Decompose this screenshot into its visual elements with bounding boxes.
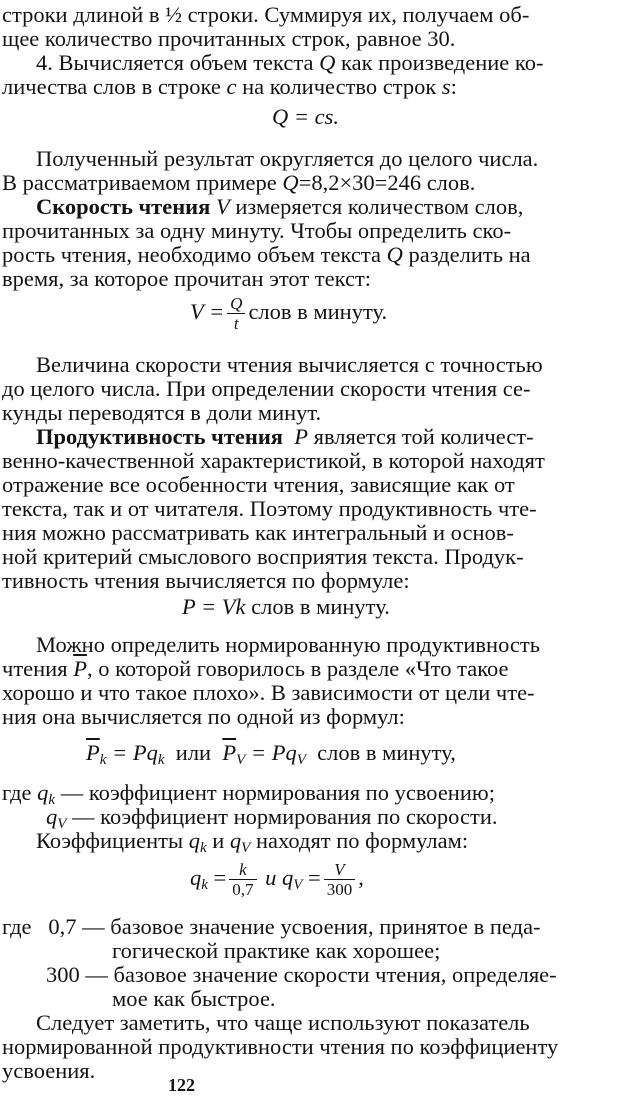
text-line: мое как быстрое. <box>112 986 276 1011</box>
text-line: Скорость чтения V измеряется количеством слов, <box>36 194 524 219</box>
text-line: текста, так и от читателя. Поэтому продуктивность чте- <box>2 496 537 521</box>
text-line: Величина скорости чтения вычисляется с точностью <box>36 352 543 377</box>
formula-productivity: P = Vk слов в минуту. <box>182 594 390 619</box>
text-line: где 0,7 — базовое значение усвоения, принятое в педа- <box>2 914 541 939</box>
text-line: отражение все особенности чтения, зависящие как от <box>2 472 515 497</box>
text-line: 300 — базовое значение скорости чтения, определяе- <box>46 962 557 987</box>
text-line: время, за которое прочитан этот текст: <box>2 266 372 291</box>
text-line: где qk — коэффициент нормирования по усвоению; <box>2 780 495 808</box>
text-line: ния можно рассматривать как интегральный и основ- <box>2 520 514 545</box>
formula-normalized-productivity: $\overline{P}k$ = Pqk или $\overline{P}V$ = PqV слов в минуту, <box>86 740 456 768</box>
text-line: Коэффициенты qk и qV находят по формулам: <box>36 828 469 856</box>
text-line: нормированной продуктивности чтения по коэффициенту <box>2 1034 559 1059</box>
text-line: венно-качественной характеристикой, в которой находят <box>2 448 545 473</box>
text-line: гогической практике как хорошее; <box>112 938 441 963</box>
text-line: чтения $\overline{P}$, о которой говорилось в разделе «Что такое <box>2 656 509 681</box>
text-line: кунды переводятся в доли минут. <box>2 400 322 425</box>
formula-volume: Q = cs. <box>272 104 340 129</box>
text-line: усвоения. <box>2 1058 96 1083</box>
text-line: Полученный результат округляется до целого числа. <box>36 146 539 171</box>
text-line: ния она вычисляется по одной из формул: <box>2 704 405 729</box>
text-line: прочитанных за одну минуту. Чтобы определить ско- <box>2 218 512 243</box>
text-line: до целого числа. При определении скорости чтения се- <box>2 376 531 401</box>
text-line: 4. Вычисляется объем текста Q как произведение ко- <box>36 50 544 75</box>
text-line: личества слов в строке c на количество строк s: <box>2 74 457 99</box>
text-line: qV — коэффициент нормирования по скорости. <box>46 804 498 832</box>
text-line: тивность чтения вычисляется по формуле: <box>2 568 410 593</box>
formula-coefficients: qk = $\frac{k}{0,7}$ и qV = $\frac{V}{300}$ , <box>190 860 364 900</box>
text-line: Следует заметить, что чаще используют показатель <box>36 1010 530 1035</box>
text-line: рость чтения, необходимо объем текста Q разделить на <box>2 242 531 267</box>
formula-speed: V = $\frac{Q}{t}$ слов в минуту. <box>190 294 388 334</box>
term-reading-speed: Скорость чтения <box>36 194 211 219</box>
text-line: щее количество прочитанных строк, равное 30. <box>2 26 456 51</box>
text-line: В рассматриваемом примере Q=8,2×30=246 слов. <box>2 170 476 195</box>
text-line: строки длиной в ½ строки. Суммируя их, получаем об- <box>2 2 530 27</box>
text-line: Можно определить нормированную продуктивность <box>36 632 540 657</box>
term-reading-productivity: Продуктивность чтения <box>36 424 283 449</box>
text-line: хорошо и что такое плохо». В зависимости от цели чте- <box>2 680 535 705</box>
text-line: ной критерий смыслового восприятия текста. Продук- <box>2 544 524 569</box>
page-number: 122 <box>168 1075 195 1095</box>
text-line: Продуктивность чтения P является той количест- <box>36 424 534 449</box>
